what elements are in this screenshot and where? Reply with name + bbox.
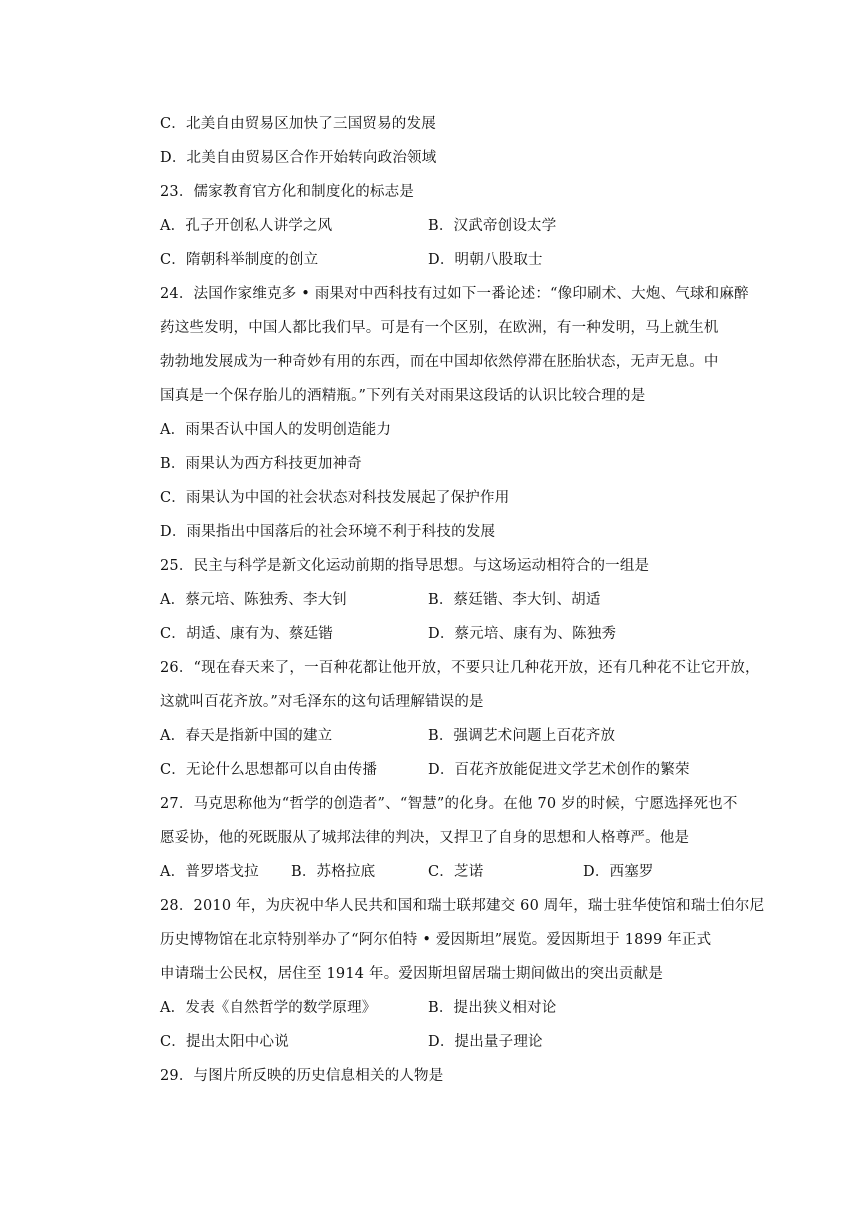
question-24-line-4: 国真是一个保存胎儿的酒精瓶。”下列有关对雨果这段话的认识比较合理的是 xyxy=(160,388,646,404)
question-26-line-1: 26．“现在春天来了，一百种花都让他开放，不要只让几种花开放，还有几种花不让它开放， xyxy=(160,660,760,676)
question-26-line-2: 这就叫百花齐放。”对毛泽东的这句话理解错误的是 xyxy=(160,694,484,710)
q26-option-d: D．百花齐放能促进文学艺术创作的繁荣 xyxy=(428,762,690,778)
q25-option-b: B．蔡廷锴、李大钊、胡适 xyxy=(428,592,601,608)
option-d: D．北美自由贸易区合作开始转向政治领域 xyxy=(160,150,437,166)
question-24-line-3: 勃勃地发展成为一种奇妙有用的东西，而在中国却依然停滞在胚胎状态，无声无息。中 xyxy=(160,354,719,370)
q23-option-a: A．孔子开创私人讲学之风 xyxy=(160,218,333,234)
q26-option-a: A．春天是指新中国的建立 xyxy=(160,728,333,744)
q28-option-c: C．提出太阳中心说 xyxy=(160,1034,289,1050)
question-28-line-3: 申请瑞士公民权，居住至 1914 年。爱因斯坦留居瑞士期间做出的突出贡献是 xyxy=(160,966,664,982)
question-27-line-2: 愿妥协，他的死既服从了城邦法律的判决，又捍卫了自身的思想和人格尊严。他是 xyxy=(160,830,690,846)
q27-option-b: B．苏格拉底 xyxy=(291,864,376,880)
q28-option-b: B．提出狭义相对论 xyxy=(428,1000,557,1016)
q28-option-d: D．提出量子理论 xyxy=(428,1034,543,1050)
question-24-line-1: 24．法国作家维克多 • 雨果对中西科技有过如下一番论述：“像印刷术、大炮、气球和麻醉 xyxy=(160,286,749,302)
q26-option-c: C．无论什么思想都可以自由传播 xyxy=(160,762,378,778)
q25-option-c: C．胡适、康有为、蔡廷锴 xyxy=(160,626,333,642)
q27-option-c: C．芝诺 xyxy=(428,864,484,880)
q25-option-a: A．蔡元培、陈独秀、李大钊 xyxy=(160,592,348,608)
q27-option-a: A．普罗塔戈拉 xyxy=(160,864,259,880)
question-25: 25．民主与科学是新文化运动前期的指导思想。与这场运动相符合的一组是 xyxy=(160,558,650,574)
question-28-line-2: 历史博物馆在北京特别举办了“阿尔伯特 • 爱因斯坦”展览。爱因斯坦于 1899 年正式 xyxy=(160,932,712,948)
question-28-line-1: 28．2010 年，为庆祝中华人民共和国和瑞士联邦建交 60 周年，瑞士驻华使馆和瑞士伯尔尼 xyxy=(160,898,765,914)
q26-option-b: B．强调艺术问题上百花齐放 xyxy=(428,728,616,744)
q24-option-c: C．雨果认为中国的社会状态对科技发展起了保护作用 xyxy=(160,490,510,506)
q24-option-d: D．雨果指出中国落后的社会环境不利于科技的发展 xyxy=(160,524,496,540)
question-23: 23．儒家教育官方化和制度化的标志是 xyxy=(160,184,415,200)
q28-option-a: A．发表《自然哲学的数学原理》 xyxy=(160,1000,377,1016)
question-27-line-1: 27．马克思称他为“哲学的创造者”、“智慧”的化身。在他 70 岁的时候，宁愿选择死也不 xyxy=(160,796,738,812)
option-c: C．北美自由贸易区加快了三国贸易的发展 xyxy=(160,116,436,132)
q27-option-d: D．西塞罗 xyxy=(583,864,654,880)
q23-option-c: C．隋朝科举制度的创立 xyxy=(160,252,319,268)
question-29: 29．与图片所反映的历史信息相关的人物是 xyxy=(160,1068,444,1084)
q23-option-b: B．汉武帝创设太学 xyxy=(428,218,557,234)
question-24-line-2: 药这些发明，中国人都比我们早。可是有一个区别，在欧洲，有一种发明，马上就生机 xyxy=(160,320,719,336)
q24-option-a: A．雨果否认中国人的发明创造能力 xyxy=(160,422,392,438)
q24-option-b: B．雨果认为西方科技更加神奇 xyxy=(160,456,362,472)
q23-option-d: D．明朝八股取士 xyxy=(428,252,543,268)
q25-option-d: D．蔡元培、康有为、陈独秀 xyxy=(428,626,617,642)
